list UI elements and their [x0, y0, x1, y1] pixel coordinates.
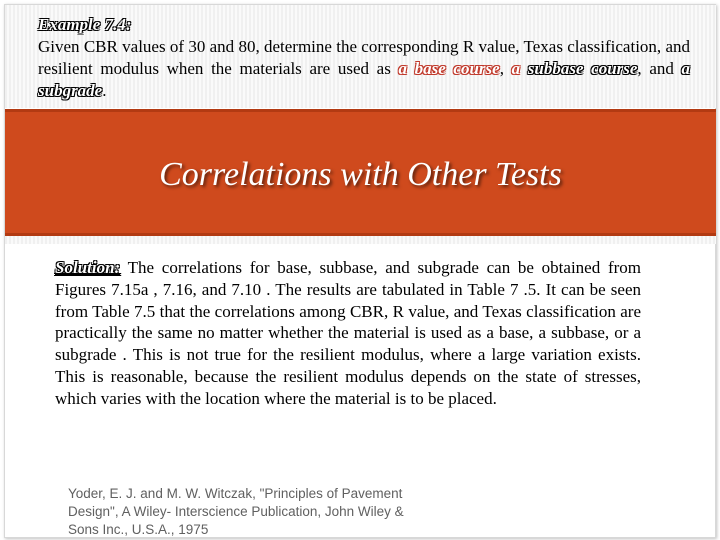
subgrade-emphasis: a subgrade [38, 59, 691, 100]
example-text: Given CBR values of 30 and 80, determine the corresponding R value, Texas classification, and resilient modulus when the materials are used as [38, 37, 690, 78]
reference-citation: Yoder, E. J. and M. W. Witczak, "Principles of Pavement Design", A Wiley- Interscience Publication, John Wiley & Sons Inc., U.S.A., 1975 [68, 486, 404, 537]
solution-paragraph [55, 257, 641, 410]
slide-title: Correlations with Other Tests [159, 156, 562, 193]
example-statement: Example 7.4: Given CBR values of 30 and 80, determine the corresponding R value, Texas classification, and resilient modulus when the materials are used as a base course, a subbase course, and a subgrade. [38, 15, 691, 100]
subbase-course-emphasis: subbase course [527, 59, 638, 78]
example-title: Example 7.4: [38, 15, 132, 34]
solution-text: The correlations for base, subbase, and subgrade can be obtained from Figures 7.15a , 7.16, and 7.10 . The results are tabulated in Table 7 .5. It can be seen from Table 7.5 that the correlations among CBR, R value, and Texas classification are practically the same no matter whether the material is used as a base, a subbase, or a subgrade . This is not true for the resilient modulus, where a large variation exists. This is reasonable, because the resilient modulus depends on the state of stresses, which varies with the location where the material is to be placed. [55, 258, 641, 408]
solution-label: Solution: [55, 258, 121, 277]
title-banner [5, 109, 716, 236]
bottom-stripe-background [5, 236, 716, 244]
subbase-article-emphasis: a [511, 59, 521, 78]
base-course-emphasis: a base course [398, 59, 500, 78]
